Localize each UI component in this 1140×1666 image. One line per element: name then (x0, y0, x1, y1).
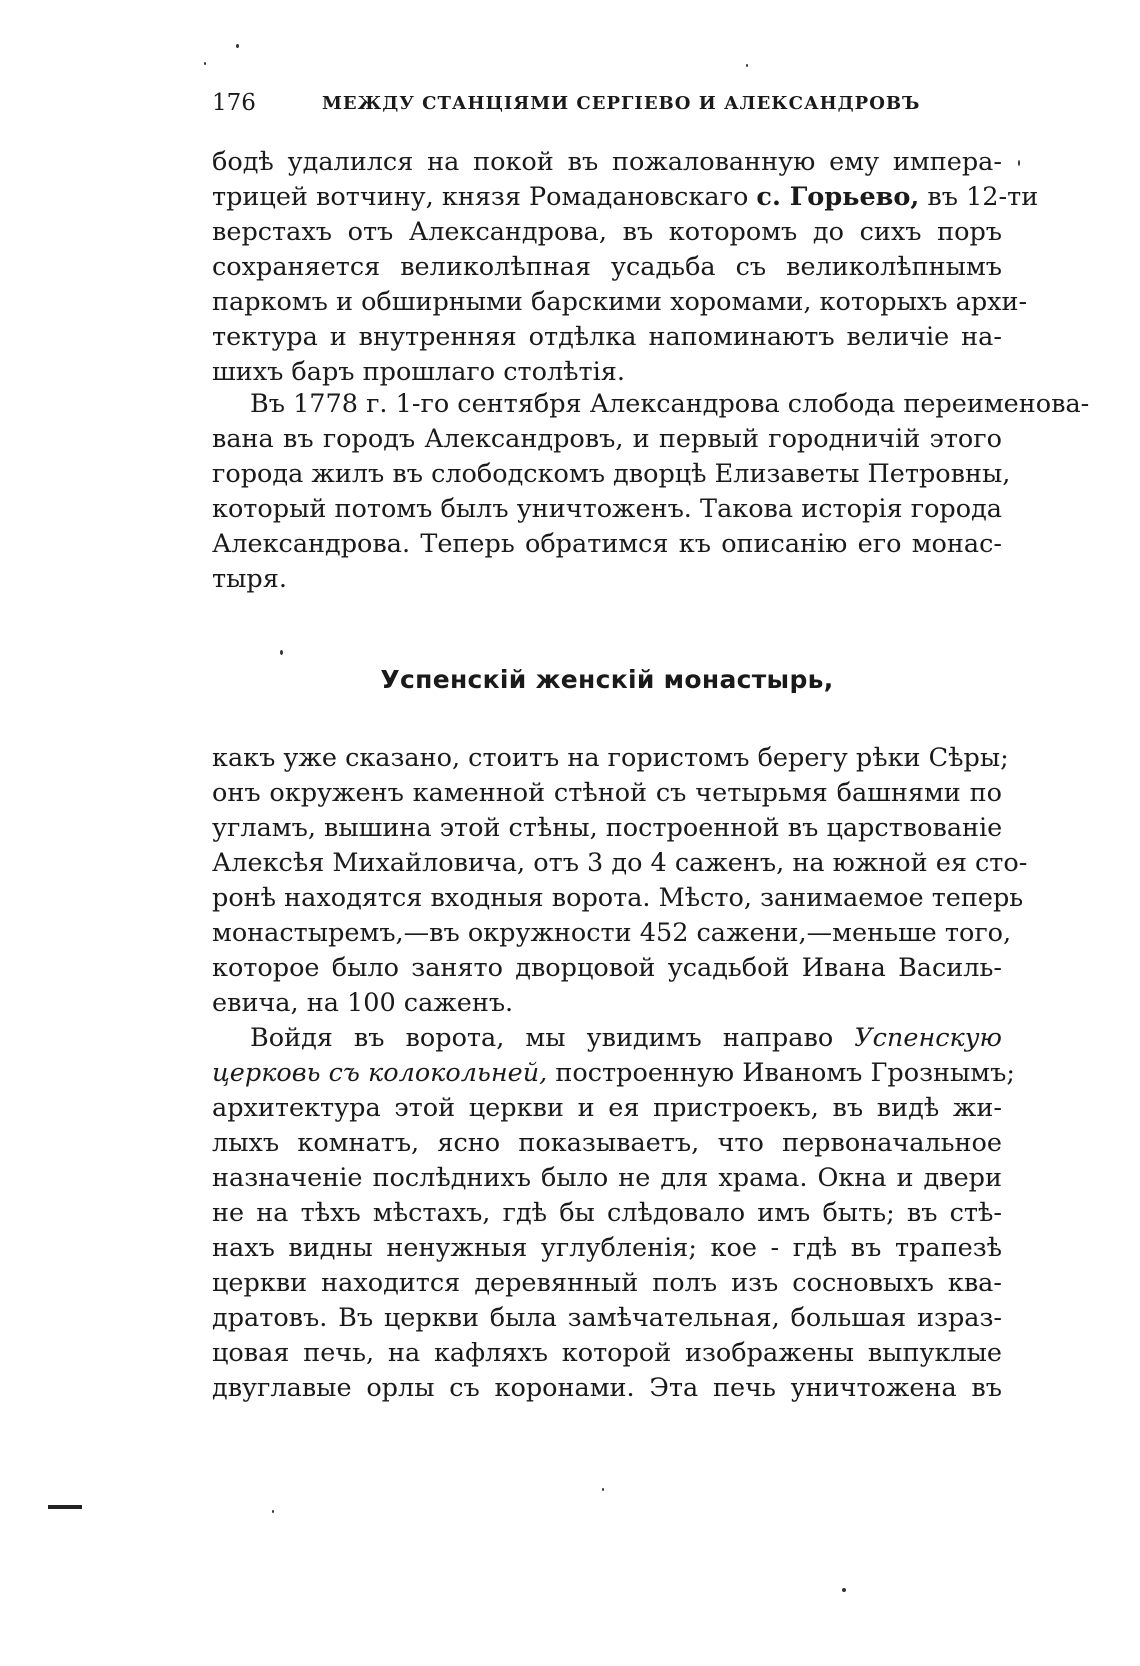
scan-speck (272, 1510, 274, 1513)
text-line: назначеніе послѣднихъ было не для храма. Окна и двери (212, 1163, 1002, 1193)
text-line: сохраняется великолѣпная усадьба съ великолѣпнымъ (212, 252, 1002, 282)
text-line: нахъ видны ненужныя углубленія; кое - гдѣ въ трапезѣ (212, 1233, 1002, 1263)
text-line: цовая печь, на кафляхъ которой изображены выпуклые (212, 1338, 1002, 1368)
text-line: Александрова. Теперь обратимся къ описанію его монас- (212, 529, 1002, 559)
text-line-part: построенную Иваномъ Грознымъ; (547, 1058, 1015, 1088)
text-line: ронѣ находятся входныя ворота. Мѣсто, занимаемое теперь (212, 883, 1024, 913)
text-line: церкви находится деревянный полъ изъ сосновыхъ ква- (212, 1268, 1002, 1298)
text-line: монастыремъ,—въ окружности 452 сажени,—меньше того, (212, 918, 1012, 948)
text-line: города жилъ въ слободскомъ дворцѣ Елизаветы Петровны, (212, 459, 1011, 489)
text-line: какъ уже сказано, стоитъ на гористомъ берегу рѣки Сѣры; (212, 743, 1009, 773)
text-line: архитектура этой церкви и ея пристроекъ, въ видѣ жи- (212, 1093, 1002, 1123)
text-line: который потомъ былъ уничтоженъ. Такова исторія города (212, 494, 1002, 524)
scan-speck (1018, 160, 1020, 166)
text-line: шихъ баръ прошлаго столѣтія. (212, 357, 625, 387)
text-line: Въ 1778 г. 1-го сентября Александрова слобода переименова- (250, 389, 1090, 419)
text-line (212, 179, 1039, 215)
text-line-part: въ 12-ти (919, 182, 1039, 212)
text-line: дратовъ. Въ церкви была замѣчательная, большая израз- (212, 1303, 1002, 1333)
scan-speck (842, 1588, 846, 1592)
page-number: 176 (212, 90, 256, 116)
place-name-bold: с. Горьево, (756, 182, 920, 212)
scan-speck (746, 64, 748, 67)
scan-dash-mark (48, 1505, 82, 1509)
section-heading: Успенскій женскій монастырь, (380, 665, 834, 694)
text-line: двуглавые орлы съ коронами. Эта печь уничтожена въ (212, 1373, 1002, 1403)
text-line: которое было занято дворцовой усадьбой Ивана Василь- (212, 953, 1002, 983)
text-line: бодѣ удалился на покой въ пожалованную ему импера- (212, 147, 1002, 177)
scan-speck (280, 650, 283, 655)
page-header (212, 90, 1002, 120)
text-line: тыря. (212, 564, 287, 594)
text-line: паркомъ и обширными барскими хоромами, которыхъ архи- (212, 287, 1028, 317)
text-line: тектура и внутренняя отдѣлка напоминаютъ величіе на- (212, 322, 1002, 352)
text-line: не на тѣхъ мѣстахъ, гдѣ бы слѣдовало имъ быть; въ стѣ- (212, 1198, 1002, 1228)
text-line (250, 1020, 1002, 1056)
scan-speck (204, 62, 206, 65)
church-name-italic: церковь съ колокольней, (212, 1058, 548, 1088)
running-title: МЕЖДУ СТАНЦІЯМИ СЕРГІЕВО И АЛЕКСАНДРОВЪ (322, 93, 921, 114)
text-line (212, 1055, 1015, 1091)
scan-speck (236, 44, 239, 48)
text-line-part: Войдя въ ворота, мы увидимъ направо (250, 1023, 855, 1053)
text-line: онъ окруженъ каменной стѣной съ четырьмя башнями по (212, 778, 1002, 808)
text-line-part: трицей вотчину, князя Ромадановскаго (212, 182, 757, 212)
church-name-italic: Успенскую (854, 1023, 1002, 1053)
text-line: угламъ, вышина этой стѣны, построенной въ царствованіе (212, 813, 1003, 843)
text-line: верстахъ отъ Александрова, въ которомъ до сихъ поръ (212, 217, 1002, 247)
text-line: вана въ городъ Александровъ, и первый городничій этого (212, 424, 1002, 454)
text-line: евича, на 100 саженъ. (212, 988, 514, 1018)
text-line: лыхъ комнатъ, ясно показываетъ, что первоначальное (212, 1128, 1002, 1158)
text-line: Алексѣя Михайловича, отъ 3 до 4 саженъ, на южной ея сто- (212, 848, 1028, 878)
scan-speck (602, 1488, 604, 1491)
